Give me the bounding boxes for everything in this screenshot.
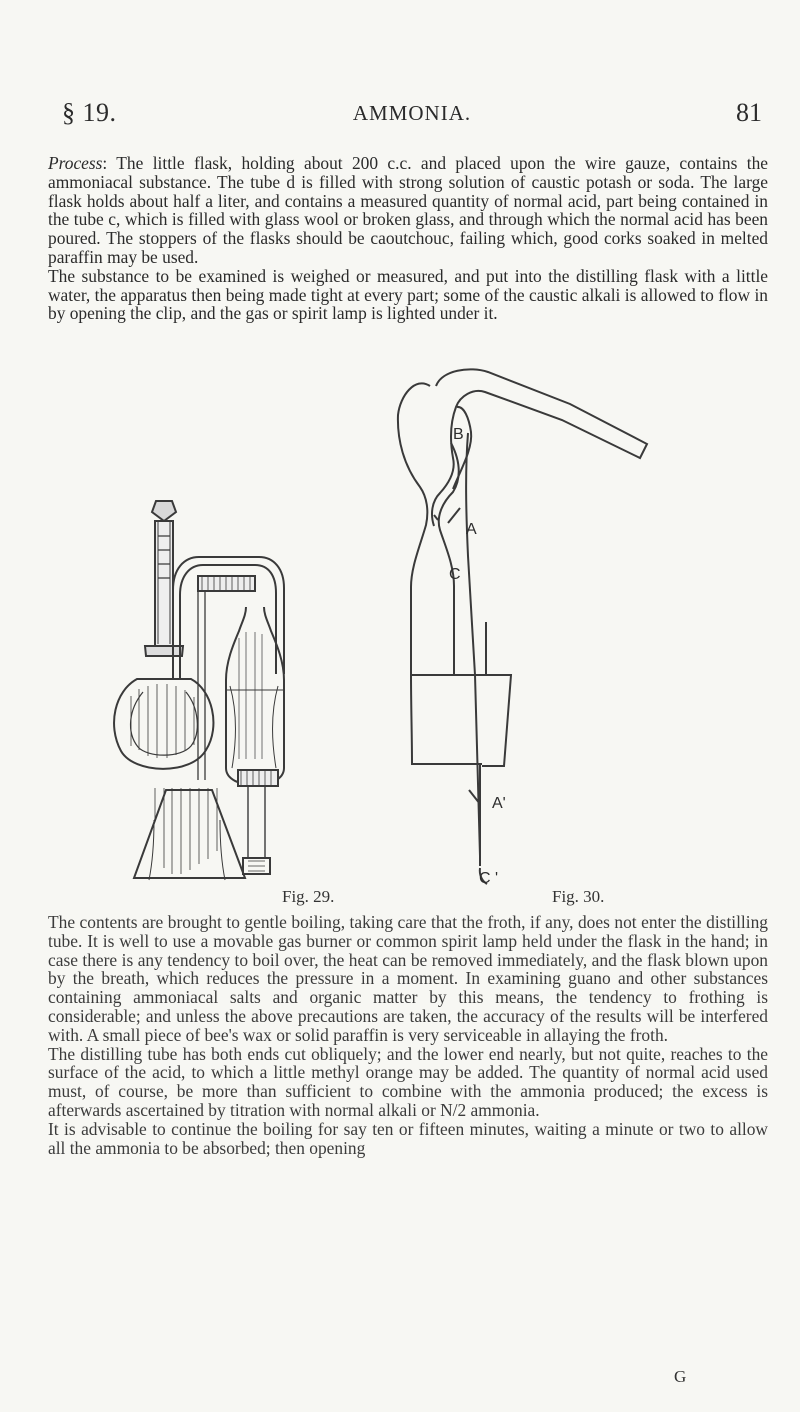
page-number: 81 (736, 98, 762, 127)
process-lead: Process (48, 153, 103, 173)
label-a-prime: A' (492, 795, 506, 812)
process-text: : The little flask, holding about 200 c.c. and placed upon the wire gauze, contains the ammoniacal substance. The tube d is filled with strong solution of caustic potash or soda. The large flask holds about half a liter, and contains a measured quantity of normal acid, part being contained in the tube c, which is filled with glass wool or broken glass, and through which the normal acid has been poured. The stoppers of the flasks should be caoutchouc, failing which, good corks soaked in melted paraffin may be used. (48, 153, 768, 267)
boiling-paragraph: The contents are brought to gentle boiling, taking care that the froth, if any, does not enter the distilling tube. It is well to use a movable gas burner or common spirit lamp held under the flask in the hand; in case there is any tendency to boil over, the heat can be removed immediately, and the flask blown upon by the breath, which reduces the pressure in a moment. In examining guano and other substances containing ammoniacal salts and organic matter by this means, the tendency to frothing is considerable; and unless the above precautions are taken, the accuracy of the results will be interfered with. A small piece of bee's wax or solid paraffin is very serviceable in allaying the froth. (48, 912, 768, 1045)
substance-paragraph: The substance to be examined is weighed or measured, and put into the distilling flask with a little water, the apparatus then being made tight at every part; some of the caustic alkali is allowed to flow in by opening the clip, and the gas or spirit lamp is lighted under it. (48, 265, 768, 324)
page-header (62, 98, 762, 136)
signature-mark: G (674, 1367, 687, 1386)
figure-30-caption: Fig. 30. (552, 887, 605, 906)
process-paragraph (48, 154, 768, 267)
distilling-tube-paragraph: The distilling tube has both ends cut obliquely; and the lower end nearly, but not quite, reaches to the surface of the acid, to which a little methyl orange may be added. The quantity of normal acid used must, of course, be more than sufficient to combine with the ammonia produced; the excess is afterwards ascertained by titration with normal alkali or N/2 ammonia. (48, 1043, 768, 1120)
label-c-prime: C ' (479, 870, 499, 887)
running-title: AMMONIA. (352, 101, 472, 125)
apparatus-figures (100, 386, 770, 894)
fig-29-apparatus (114, 501, 284, 880)
section-number: § 19. (62, 98, 117, 127)
figure-29-caption: Fig. 29. (282, 887, 335, 906)
fig-30-letter-labels (449, 426, 506, 887)
label-c: C (449, 566, 461, 583)
label-a: A (466, 521, 477, 538)
figures-area (100, 386, 770, 894)
fig-30-tube-diagram (398, 369, 647, 884)
label-b: B (453, 426, 464, 443)
top-text-block (48, 154, 768, 323)
advisable-paragraph: It is advisable to continue the boiling for say ten or fifteen minutes, waiting a minute or two to allow all the ammonia to be absorbed; then opening (48, 1118, 768, 1158)
bottom-text-block (48, 913, 768, 1157)
